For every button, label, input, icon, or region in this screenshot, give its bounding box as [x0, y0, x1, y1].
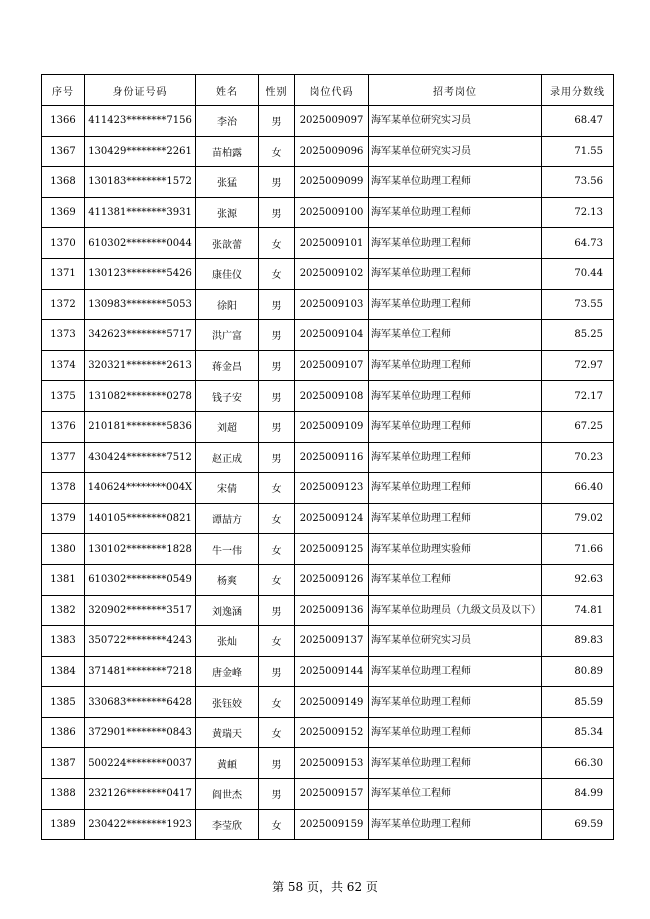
- cell-post-code: 2025009102: [295, 258, 369, 289]
- cell-score: 71.55: [542, 136, 614, 167]
- cell-name: 刘逸涵: [196, 595, 259, 626]
- cell-gender: 男: [259, 748, 295, 779]
- cell-post: 海军某单位助理工程师: [369, 503, 542, 534]
- table-row: [42, 564, 614, 595]
- header-gender: 性别: [259, 75, 295, 106]
- cell-id-number: 500224********0037: [85, 748, 196, 779]
- cell-post-code: 2025009126: [295, 564, 369, 595]
- table-row: [42, 320, 614, 351]
- cell-post-code: 2025009104: [295, 320, 369, 351]
- cell-seq: 1368: [42, 167, 85, 198]
- cell-gender: 男: [259, 656, 295, 687]
- cell-post: 海军某单位助理工程师: [369, 442, 542, 473]
- cell-post-code: 2025009109: [295, 411, 369, 442]
- cell-score: 73.56: [542, 167, 614, 198]
- cell-seq: 1378: [42, 473, 85, 504]
- cell-score: 85.25: [542, 320, 614, 351]
- cell-id-number: 430424********7512: [85, 442, 196, 473]
- table-row: [42, 289, 614, 320]
- cell-gender: 男: [259, 595, 295, 626]
- cell-gender: 男: [259, 350, 295, 381]
- table-row: [42, 197, 614, 228]
- cell-score: 92.63: [542, 564, 614, 595]
- cell-post: 海军某单位助理工程师: [369, 197, 542, 228]
- cell-id-number: 130102********1828: [85, 534, 196, 565]
- cell-id-number: 130983********5053: [85, 289, 196, 320]
- cell-id-number: 320902********3517: [85, 595, 196, 626]
- cell-post: 海军某单位助理工程师: [369, 289, 542, 320]
- cell-score: 68.47: [542, 106, 614, 137]
- cell-name: 杨爽: [196, 564, 259, 595]
- cell-gender: 男: [259, 442, 295, 473]
- cell-name: 谭喆方: [196, 503, 259, 534]
- cell-gender: 男: [259, 320, 295, 351]
- header-seq: 序号: [42, 75, 85, 106]
- table-row: [42, 381, 614, 412]
- cell-post: 海军某单位助理工程师: [369, 411, 542, 442]
- cell-post: 海军某单位助理工程师: [369, 687, 542, 718]
- cell-gender: 男: [259, 381, 295, 412]
- cell-gender: 女: [259, 136, 295, 167]
- cell-score: 64.73: [542, 228, 614, 259]
- cell-score: 66.30: [542, 748, 614, 779]
- cell-gender: 男: [259, 411, 295, 442]
- cell-gender: 男: [259, 197, 295, 228]
- cell-post-code: 2025009116: [295, 442, 369, 473]
- cell-name: 李莹欣: [196, 809, 259, 840]
- cell-post-code: 2025009108: [295, 381, 369, 412]
- cell-seq: 1369: [42, 197, 85, 228]
- table-row: [42, 748, 614, 779]
- cell-post: 海军某单位助理工程师: [369, 228, 542, 259]
- cell-post-code: 2025009125: [295, 534, 369, 565]
- cell-post-code: 2025009107: [295, 350, 369, 381]
- cell-seq: 1376: [42, 411, 85, 442]
- cell-id-number: 610302********0044: [85, 228, 196, 259]
- cell-seq: 1386: [42, 717, 85, 748]
- cell-post-code: 2025009101: [295, 228, 369, 259]
- cell-score: 80.89: [542, 656, 614, 687]
- cell-score: 71.66: [542, 534, 614, 565]
- table-row: [42, 626, 614, 657]
- cell-name: 徐阳: [196, 289, 259, 320]
- cell-seq: 1370: [42, 228, 85, 259]
- cell-id-number: 372901********0843: [85, 717, 196, 748]
- table-row: [42, 228, 614, 259]
- cell-seq: 1382: [42, 595, 85, 626]
- cell-post-code: 2025009096: [295, 136, 369, 167]
- cell-seq: 1385: [42, 687, 85, 718]
- table-row: [42, 717, 614, 748]
- cell-name: 张钰姣: [196, 687, 259, 718]
- cell-name: 洪广富: [196, 320, 259, 351]
- cell-name: 康佳仪: [196, 258, 259, 289]
- cell-post: 海军某单位助理工程师: [369, 656, 542, 687]
- cell-post: 海军某单位研究实习员: [369, 106, 542, 137]
- cell-seq: 1372: [42, 289, 85, 320]
- table-row: [42, 167, 614, 198]
- cell-post: 海军某单位助理实验师: [369, 534, 542, 565]
- cell-gender: 女: [259, 534, 295, 565]
- cell-score: 72.13: [542, 197, 614, 228]
- cell-post-code: 2025009153: [295, 748, 369, 779]
- cell-id-number: 140105********0821: [85, 503, 196, 534]
- cell-name: 李治: [196, 106, 259, 137]
- cell-gender: 女: [259, 564, 295, 595]
- table-row: [42, 411, 614, 442]
- header-id-number: 身份证号码: [85, 75, 196, 106]
- cell-post: 海军某单位助理工程师: [369, 167, 542, 198]
- cell-post: 海军某单位研究实习员: [369, 136, 542, 167]
- table-row: [42, 473, 614, 504]
- cell-gender: 男: [259, 779, 295, 810]
- cell-post-code: 2025009124: [295, 503, 369, 534]
- cell-score: 70.44: [542, 258, 614, 289]
- cell-post: 海军某单位助理工程师: [369, 381, 542, 412]
- cell-seq: 1373: [42, 320, 85, 351]
- cell-gender: 女: [259, 809, 295, 840]
- cell-seq: 1388: [42, 779, 85, 810]
- cell-name: 张灿: [196, 626, 259, 657]
- table-row: [42, 106, 614, 137]
- cell-name: 宋倩: [196, 473, 259, 504]
- cell-post: 海军某单位助理员（九级文员及以下）: [369, 595, 542, 626]
- cell-name: 赵正成: [196, 442, 259, 473]
- cell-post: 海军某单位研究实习员: [369, 626, 542, 657]
- cell-post-code: 2025009137: [295, 626, 369, 657]
- header-post-code: 岗位代码: [295, 75, 369, 106]
- cell-post-code: 2025009144: [295, 656, 369, 687]
- cell-post-code: 2025009152: [295, 717, 369, 748]
- header-post: 招考岗位: [369, 75, 542, 106]
- cell-post-code: 2025009099: [295, 167, 369, 198]
- cell-id-number: 371481********7218: [85, 656, 196, 687]
- table-row: [42, 656, 614, 687]
- cell-id-number: 411423********7156: [85, 106, 196, 137]
- cell-post: 海军某单位工程师: [369, 779, 542, 810]
- cell-post: 海军某单位助理工程师: [369, 717, 542, 748]
- cell-post-code: 2025009136: [295, 595, 369, 626]
- cell-gender: 女: [259, 258, 295, 289]
- cell-name: 蒋金昌: [196, 350, 259, 381]
- cell-seq: 1375: [42, 381, 85, 412]
- cell-gender: 女: [259, 228, 295, 259]
- cell-name: 张歆蕾: [196, 228, 259, 259]
- cell-id-number: 210181********5836: [85, 411, 196, 442]
- table-row: [42, 534, 614, 565]
- cell-post-code: 2025009159: [295, 809, 369, 840]
- cell-name: 张猛: [196, 167, 259, 198]
- table-header-row: [42, 75, 614, 106]
- cell-id-number: 610302********0549: [85, 564, 196, 595]
- cell-post-code: 2025009149: [295, 687, 369, 718]
- cell-name: 刘超: [196, 411, 259, 442]
- cell-gender: 女: [259, 473, 295, 504]
- cell-id-number: 230422********1923: [85, 809, 196, 840]
- cell-id-number: 140624********004X: [85, 473, 196, 504]
- header-name: 姓名: [196, 75, 259, 106]
- cell-post-code: 2025009097: [295, 106, 369, 137]
- cell-name: 黄頔: [196, 748, 259, 779]
- cell-post: 海军某单位助理工程师: [369, 809, 542, 840]
- table-row: [42, 595, 614, 626]
- cell-seq: 1380: [42, 534, 85, 565]
- cell-id-number: 130183********1572: [85, 167, 196, 198]
- cell-score: 79.02: [542, 503, 614, 534]
- table-row: [42, 809, 614, 840]
- cell-seq: 1384: [42, 656, 85, 687]
- table-row: [42, 350, 614, 381]
- cell-post-code: 2025009157: [295, 779, 369, 810]
- cell-score: 72.17: [542, 381, 614, 412]
- cell-name: 钱子安: [196, 381, 259, 412]
- table-row: [42, 687, 614, 718]
- cell-post: 海军某单位助理工程师: [369, 473, 542, 504]
- cell-id-number: 130429********2261: [85, 136, 196, 167]
- cell-id-number: 330683********6428: [85, 687, 196, 718]
- cell-seq: 1389: [42, 809, 85, 840]
- cell-gender: 男: [259, 167, 295, 198]
- cell-score: 72.97: [542, 350, 614, 381]
- cell-post: 海军某单位助理工程师: [369, 258, 542, 289]
- table-row: [42, 503, 614, 534]
- cell-gender: 女: [259, 717, 295, 748]
- cell-seq: 1374: [42, 350, 85, 381]
- cell-name: 苗柏露: [196, 136, 259, 167]
- cell-post: 海军某单位工程师: [369, 320, 542, 351]
- cell-seq: 1379: [42, 503, 85, 534]
- table-body: [42, 106, 614, 840]
- cell-gender: 女: [259, 687, 295, 718]
- admission-roster-table: [41, 74, 614, 840]
- table-row: [42, 258, 614, 289]
- cell-seq: 1367: [42, 136, 85, 167]
- cell-name: 牛一伟: [196, 534, 259, 565]
- cell-id-number: 411381********3931: [85, 197, 196, 228]
- table-row: [42, 136, 614, 167]
- cell-seq: 1377: [42, 442, 85, 473]
- cell-name: 唐金峰: [196, 656, 259, 687]
- cell-id-number: 232126********0417: [85, 779, 196, 810]
- cell-score: 85.59: [542, 687, 614, 718]
- cell-score: 66.40: [542, 473, 614, 504]
- cell-seq: 1383: [42, 626, 85, 657]
- cell-seq: 1366: [42, 106, 85, 137]
- cell-name: 黄瑞天: [196, 717, 259, 748]
- cell-score: 73.55: [542, 289, 614, 320]
- cell-id-number: 131082********0278: [85, 381, 196, 412]
- cell-id-number: 342623********5717: [85, 320, 196, 351]
- table-row: [42, 779, 614, 810]
- cell-gender: 女: [259, 626, 295, 657]
- cell-seq: 1371: [42, 258, 85, 289]
- cell-post-code: 2025009100: [295, 197, 369, 228]
- cell-score: 85.34: [542, 717, 614, 748]
- cell-id-number: 130123********5426: [85, 258, 196, 289]
- cell-seq: 1381: [42, 564, 85, 595]
- table-row: [42, 442, 614, 473]
- cell-score: 84.99: [542, 779, 614, 810]
- cell-gender: 女: [259, 503, 295, 534]
- cell-id-number: 350722********4243: [85, 626, 196, 657]
- header-score: 录用分数线: [542, 75, 614, 106]
- cell-score: 67.25: [542, 411, 614, 442]
- cell-score: 69.59: [542, 809, 614, 840]
- cell-gender: 男: [259, 106, 295, 137]
- cell-score: 89.83: [542, 626, 614, 657]
- cell-post: 海军某单位助理工程师: [369, 748, 542, 779]
- page-footer: 第 58 页，共 62 页: [272, 880, 378, 894]
- cell-gender: 男: [259, 289, 295, 320]
- cell-post-code: 2025009123: [295, 473, 369, 504]
- cell-score: 74.81: [542, 595, 614, 626]
- cell-post: 海军某单位助理工程师: [369, 350, 542, 381]
- cell-name: 张源: [196, 197, 259, 228]
- cell-id-number: 320321********2613: [85, 350, 196, 381]
- cell-post-code: 2025009103: [295, 289, 369, 320]
- cell-seq: 1387: [42, 748, 85, 779]
- cell-score: 70.23: [542, 442, 614, 473]
- cell-name: 阎世杰: [196, 779, 259, 810]
- cell-post: 海军某单位工程师: [369, 564, 542, 595]
